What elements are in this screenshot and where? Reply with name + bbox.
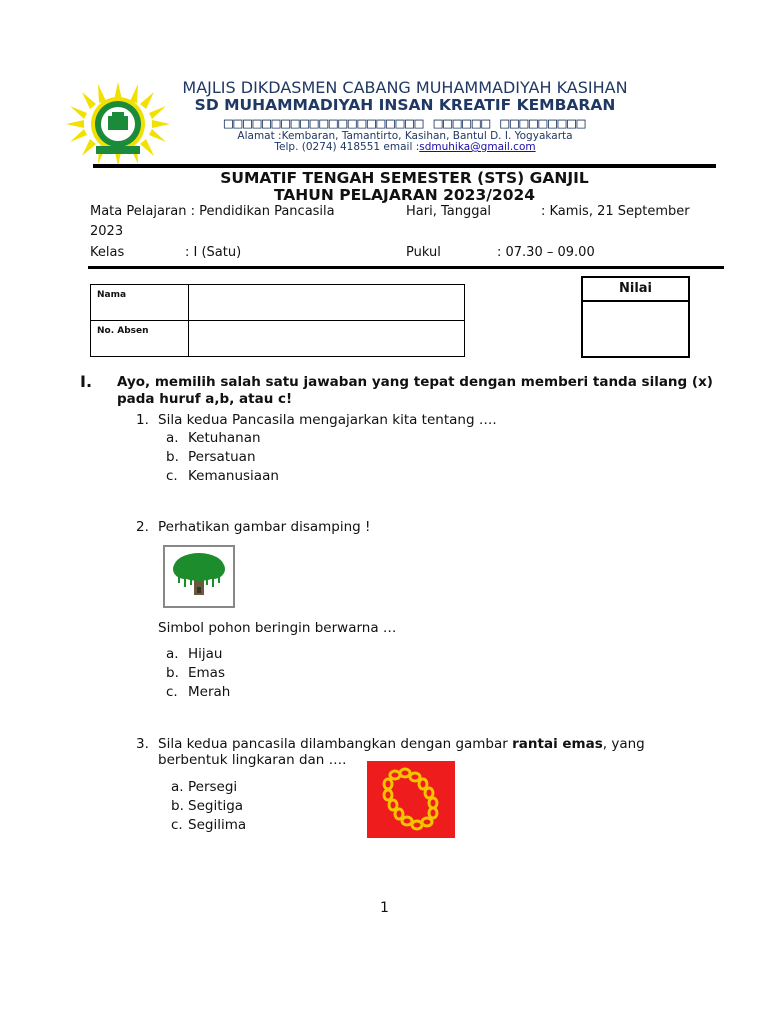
gold-chain-image [367, 761, 455, 838]
table-row [91, 321, 465, 357]
option-letter: c. [171, 817, 183, 833]
name-label: Nama [91, 285, 189, 321]
exam-year: TAHUN PELAJARAN 2023/2024 [273, 186, 536, 204]
option-letter: b. [166, 665, 179, 681]
banyan-tree-image [163, 545, 235, 608]
class-value: : I (Satu) [185, 245, 242, 260]
header-divider [93, 164, 716, 168]
option-letter: b. [166, 449, 179, 465]
header-contact [150, 141, 660, 153]
option-a[interactable]: Hijau [188, 646, 223, 662]
subject-label: Mata Pelajaran : Pendidikan Pancasila [90, 204, 335, 219]
option-letter: c. [166, 468, 178, 484]
time-value: : 07.30 – 09.00 [497, 245, 595, 260]
table-row [91, 285, 465, 321]
option-b[interactable]: Emas [188, 665, 225, 681]
year-wrap: 2023 [90, 224, 124, 239]
question-number: 2. [136, 519, 149, 535]
option-letter: a. [171, 779, 184, 795]
header-address: Alamat :Kembaran, Tamantirto, Kasihan, Bantul D. I. Yogyakarta [237, 130, 573, 142]
header-phone: Telp. (0274) 418551 email : [274, 141, 420, 153]
question-text-part: Sila kedua pancasila dilambangkan dengan gambar [158, 736, 513, 752]
day-value: : Kamis, 21 September [541, 204, 690, 219]
score-box [581, 276, 690, 358]
question-text-line2: berbentuk lingkaran dan …. [158, 752, 347, 768]
question-text [158, 736, 645, 752]
option-b[interactable]: Segitiga [188, 798, 244, 814]
option-letter: a. [166, 430, 179, 446]
option-c[interactable]: Segilima [188, 817, 247, 833]
question-number: 3. [136, 736, 149, 752]
option-a[interactable]: Ketuhanan [188, 430, 261, 446]
identity-table [90, 284, 465, 357]
score-label: Nilai [583, 278, 688, 302]
header-school-name: SD MUHAMMADIYAH INSAN KREATIF KEMBARAN [194, 96, 616, 114]
section-instruction: Ayo, memilih salah satu jawaban yang tepat dengan memberi tanda silang (x) pada huruf a,b, atau c! [117, 374, 713, 407]
question-text-emphasis: rantai emas [512, 736, 603, 752]
class-label: Kelas [90, 245, 125, 260]
absen-label: No. Absen [91, 321, 189, 357]
meta-divider [88, 266, 724, 269]
question-number: 1. [136, 412, 149, 428]
header-org-line: MAJLIS DIKDASMEN CABANG MUHAMMADIYAH KASIHAN [182, 78, 628, 97]
time-label: Pukul [406, 245, 441, 260]
header-email-link[interactable]: sdmuhika@gmail.com [419, 141, 536, 153]
question-text: Perhatikan gambar disamping ! [158, 519, 371, 535]
option-c[interactable]: Kemanusiaan [188, 468, 279, 484]
day-label: Hari, Tanggal [406, 204, 492, 219]
question-subtext: Simbol pohon beringin berwarna … [158, 620, 397, 636]
question-text-part: , yang [602, 736, 645, 752]
section-numeral: I. [80, 372, 93, 391]
exam-title: SUMATIF TENGAH SEMESTER (STS) GANJIL [220, 169, 589, 187]
question-text: Sila kedua Pancasila mengajarkan kita tentang …. [158, 412, 497, 428]
page-number: 1 [380, 900, 389, 916]
name-field[interactable] [189, 285, 465, 321]
option-letter: a. [166, 646, 179, 662]
option-b[interactable]: Persatuan [188, 449, 256, 465]
option-letter: b. [171, 798, 184, 814]
header-arabic-line: □□□□□□□□□□□□□□□□□□□□□ □□□□□□ □□□□□□□□□ [223, 114, 587, 132]
option-letter: c. [166, 684, 178, 700]
option-c[interactable]: Merah [188, 684, 231, 700]
option-a[interactable]: Persegi [188, 779, 238, 795]
score-field[interactable] [583, 302, 688, 356]
absen-field[interactable] [189, 321, 465, 357]
